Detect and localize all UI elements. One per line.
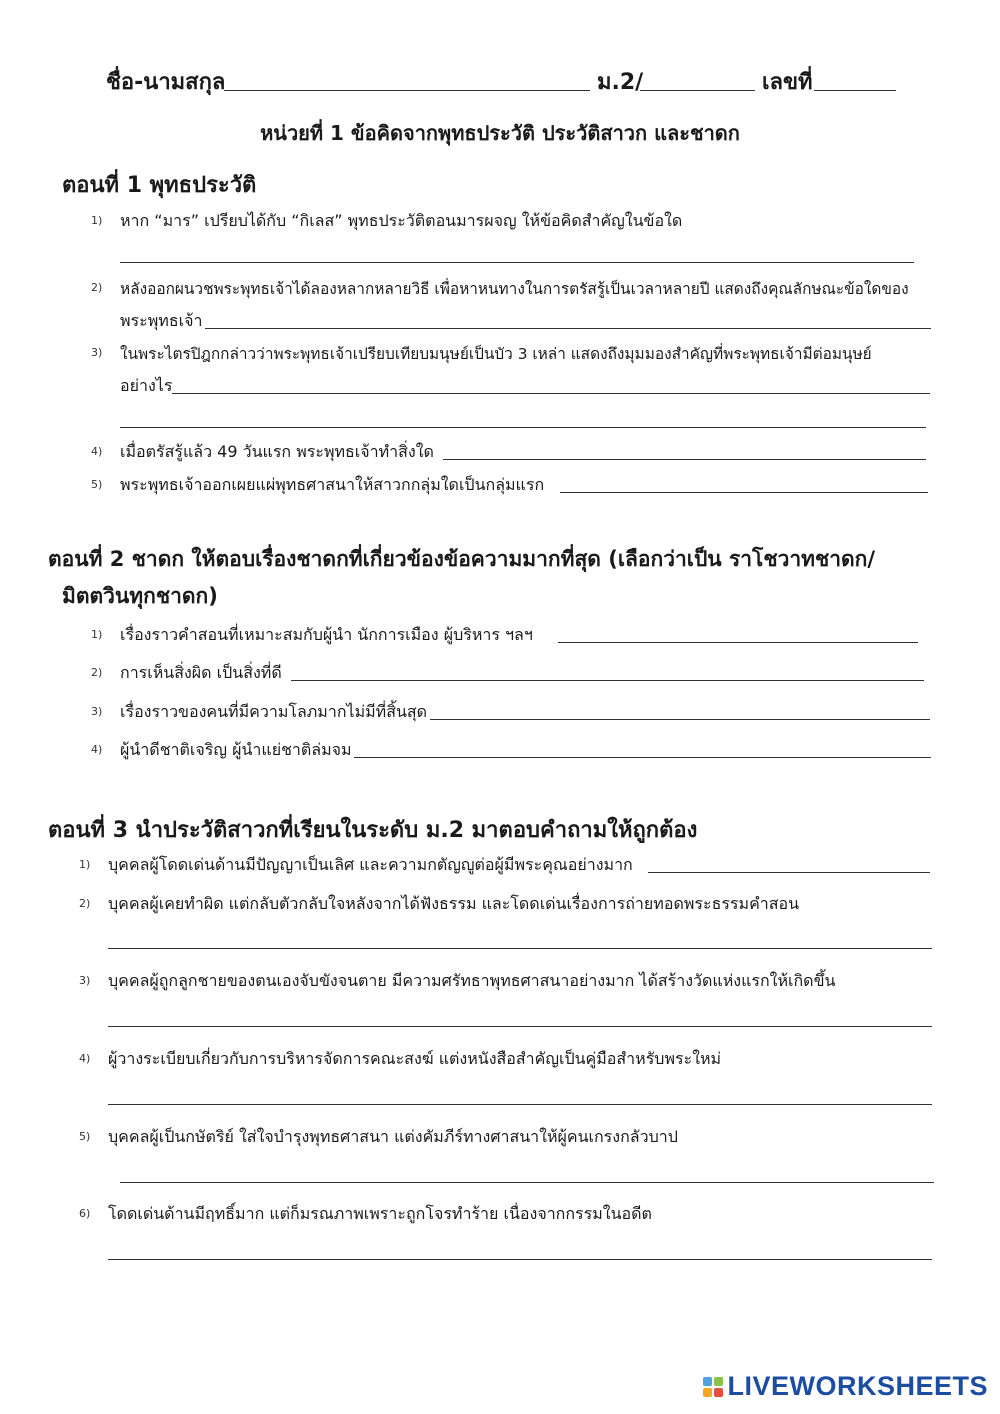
question-number: 4) xyxy=(91,743,103,756)
answer-line[interactable] xyxy=(108,1104,932,1105)
number-answer-line[interactable] xyxy=(814,90,896,91)
question-number: 4) xyxy=(91,445,103,458)
question-text: หาก “มาร” เปรียบได้กับ “กิเลส” พุทธประวัติตอนมารผจญ ให้ข้อคิดสำคัญในข้อใด xyxy=(120,211,683,230)
number-label: เลขที่ xyxy=(762,70,813,95)
question-text: บุคคลผู้ถูกลูกชายของตนเองจับขังจนตาย มีความศรัทธาพุทธศาสนาอย่างมาก ได้สร้างวัดแห่งแรกให้เกิดขึ้น xyxy=(108,971,836,990)
liveworksheets-logo-icon xyxy=(703,1377,723,1397)
part2-heading: ตอนที่ 2 ชาดก ให้ตอบเรื่องชาดกที่เกี่ยวข้องข้อความมากที่สุด (เลือกว่าเป็น ราโชวาทชาดก/ xyxy=(48,547,876,571)
question-text: บุคคลผู้โดดเด่นด้านมีปัญญาเป็นเลิศ และความกตัญญูต่อผู้มีพระคุณอย่างมาก xyxy=(108,855,633,874)
answer-line[interactable] xyxy=(430,719,930,720)
answer-line[interactable] xyxy=(172,393,930,394)
question-number: 5) xyxy=(91,478,103,491)
answer-line[interactable] xyxy=(648,872,930,873)
question-text: โดดเด่นด้านมีฤทธิ์มาก แต่ก็มรณภาพเพราะถูกโจรทำร้าย เนื่องจากกรรมในอดีต xyxy=(108,1204,652,1223)
question-number: 2) xyxy=(79,897,91,910)
logo-square-red xyxy=(714,1388,723,1397)
question-number: 1) xyxy=(91,214,103,227)
question-number: 3) xyxy=(79,974,91,987)
page-title: หน่วยที่ 1 ข้อคิดจากพุทธประวัติ ประวัติสาวก และชาดก xyxy=(260,121,740,145)
answer-line[interactable] xyxy=(108,1259,932,1260)
question-number: 3) xyxy=(91,346,103,359)
liveworksheets-logo[interactable] xyxy=(703,1371,988,1402)
question-number: 5) xyxy=(79,1130,91,1143)
question-text: เมื่อตรัสรู้แล้ว 49 วันแรก พระพุทธเจ้าทำสิ่งใด xyxy=(120,442,434,461)
question-text-continued: พระพุทธเจ้า xyxy=(120,311,203,330)
answer-line[interactable] xyxy=(120,427,926,428)
part1-heading: ตอนที่ 1 พุทธประวัติ xyxy=(62,173,257,198)
answer-line[interactable] xyxy=(560,492,928,493)
question-text: ในพระไตรปิฎกกล่าวว่าพระพุทธเจ้าเปรียบเทียบมนุษย์เป็นบัว 3 เหล่า แสดงถึงมุมมองสำคัญที่พระพุทธเจ้ามีต่อมนุษย์ xyxy=(120,345,872,363)
question-text: บุคคลผู้เคยทำผิด แต่กลับตัวกลับใจหลังจากได้ฟังธรรม และโดดเด่นเรื่องการถ่ายทอดพระธรรมคำสอน xyxy=(108,894,800,913)
answer-line[interactable] xyxy=(108,948,932,949)
name-label: ชื่อ-นามสกุล xyxy=(106,70,226,95)
question-text: การเห็นสิ่งผิด เป็นสิ่งที่ดี xyxy=(120,663,282,682)
question-text: บุคคลผู้เป็นกษัตริย์ ใส่ใจบำรุงพุทธศาสนา แต่งคัมภีร์ทางศาสนาให้ผู้คนเกรงกลัวบาป xyxy=(108,1127,678,1146)
class-answer-line[interactable] xyxy=(640,90,755,91)
question-text: เรื่องราวคำสอนที่เหมาะสมกับผู้นำ นักการเมือง ผู้บริหาร ฯลฯ xyxy=(120,625,533,644)
question-text: ผู้วางระเบียบเกี่ยวกับการบริหารจัดการคณะสงฆ์ แต่งหนังสือสำคัญเป็นคู่มือสำหรับพระใหม่ xyxy=(108,1049,722,1068)
answer-line[interactable] xyxy=(558,642,918,643)
class-label: ม.2/ xyxy=(597,70,644,95)
logo-square-green xyxy=(714,1377,723,1386)
question-text: หลังออกผนวชพระพุทธเจ้าได้ลองหลากหลายวิธี เพื่อหาหนทางในการตรัสรู้เป็นเวลาหลายปี แสดงถึงคุณลักษณะข้อใดของ xyxy=(120,280,909,298)
answer-line[interactable] xyxy=(354,757,931,758)
question-text: พระพุทธเจ้าออกเผยแผ่พุทธศาสนาให้สาวกกลุ่มใดเป็นกลุ่มแรก xyxy=(120,475,545,494)
answer-line[interactable] xyxy=(443,459,926,460)
liveworksheets-brand-text: LIVEWORKSHEETS xyxy=(727,1371,988,1401)
question-number: 4) xyxy=(79,1052,91,1065)
question-number: 3) xyxy=(91,705,103,718)
question-number: 6) xyxy=(79,1207,91,1220)
answer-line[interactable] xyxy=(120,1182,934,1183)
question-number: 1) xyxy=(91,628,103,641)
answer-line[interactable] xyxy=(120,262,914,263)
name-answer-line[interactable] xyxy=(224,90,590,91)
question-number: 1) xyxy=(79,858,91,871)
logo-square-orange xyxy=(703,1388,712,1397)
answer-line[interactable] xyxy=(205,328,931,329)
logo-square-blue xyxy=(703,1377,712,1386)
part2-heading-continued: มิตตวินทุกชาดก) xyxy=(62,584,218,608)
question-text-continued: อย่างไร xyxy=(120,376,173,395)
question-text: เรื่องราวของคนที่มีความโลภมากไม่มีที่สิ้นสุด xyxy=(120,702,428,721)
question-text: ผู้นำดีชาติเจริญ ผู้นำแย่ชาติล่มจม xyxy=(120,740,352,759)
question-number: 2) xyxy=(91,281,103,294)
part3-heading: ตอนที่ 3 นำประวัติสาวกที่เรียนในระดับ ม.2 มาตอบคำถามให้ถูกต้อง xyxy=(48,818,698,843)
answer-line[interactable] xyxy=(108,1026,932,1027)
question-number: 2) xyxy=(91,666,103,679)
answer-line[interactable] xyxy=(291,680,924,681)
